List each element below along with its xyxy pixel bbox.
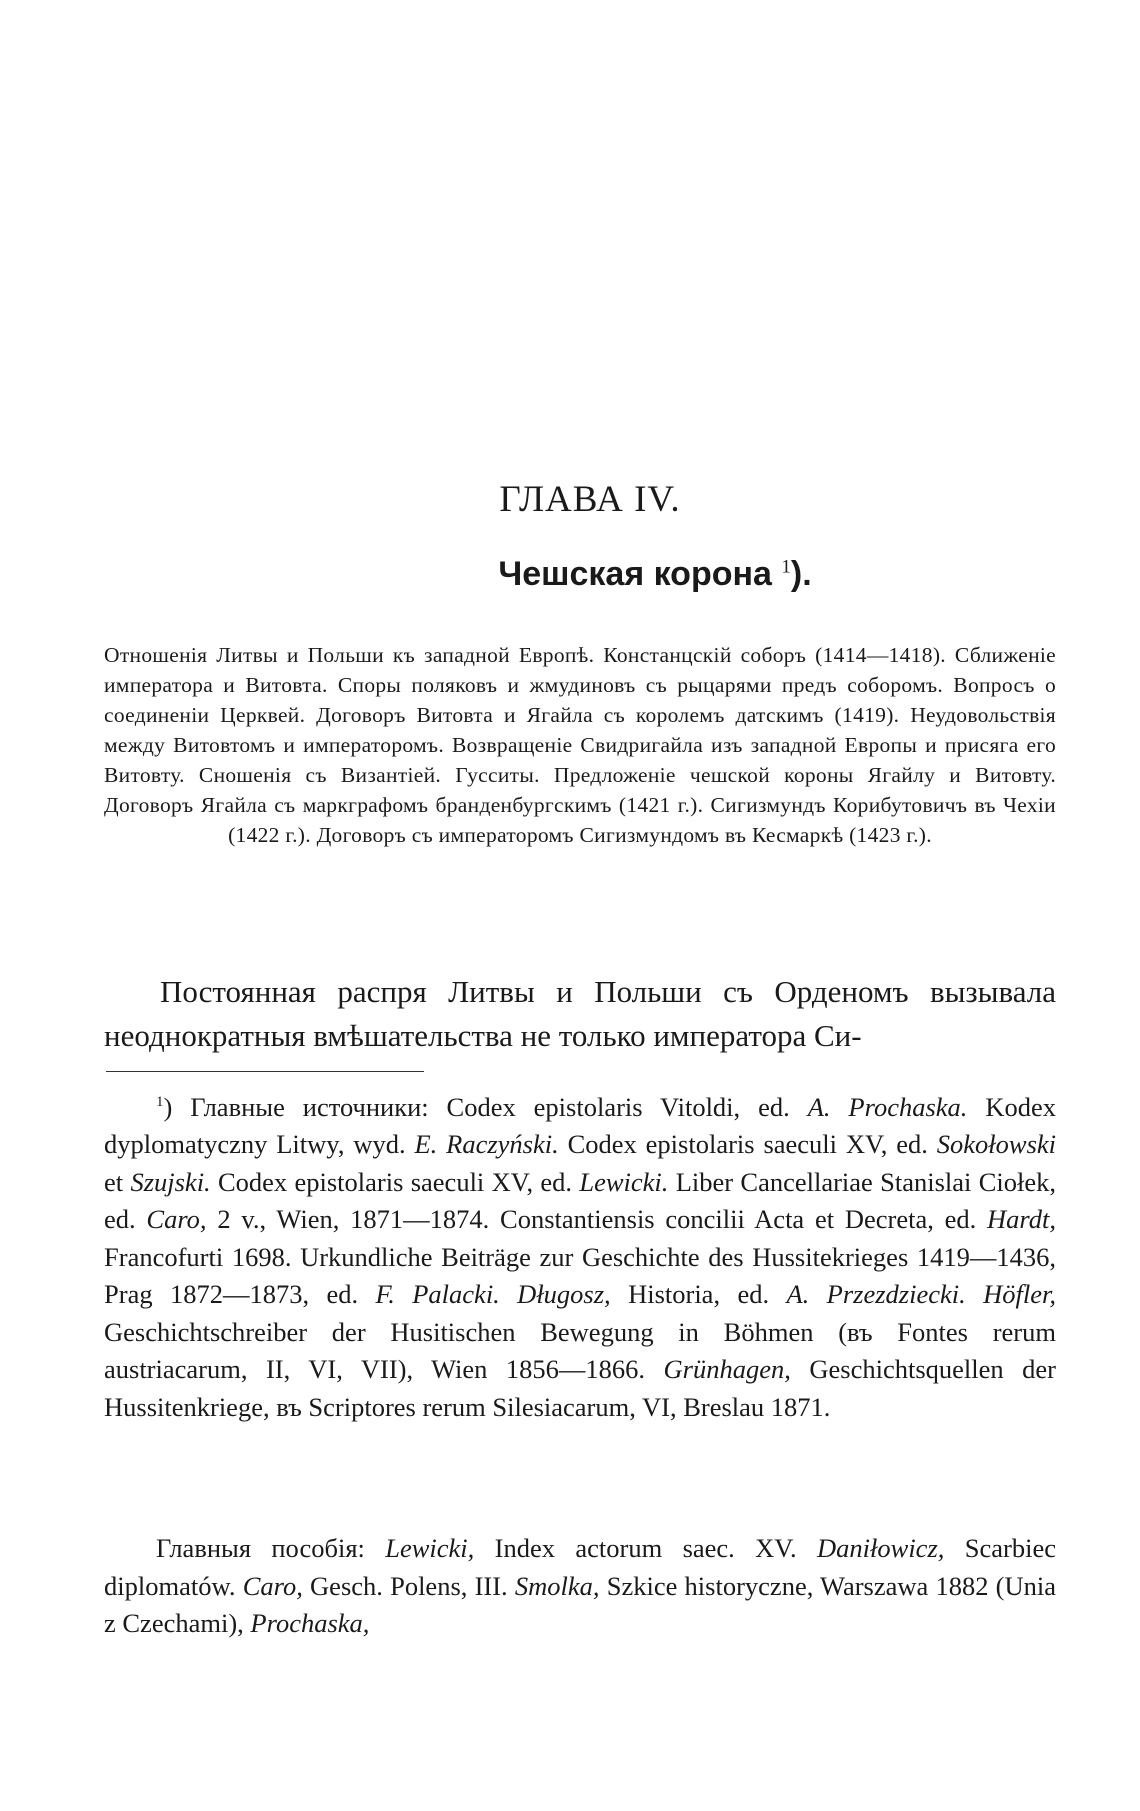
aids-text: Gesch. Polens, III. [302,1570,515,1601]
fn-text: Geschichtschreiber der Husitischen Bewegung in Böhmen (въ Fontes rerum austriacarum, II, VI, VII), Wien 1856—1866. [104,1316,1056,1385]
fn-author: Caro, [146,1204,207,1235]
aids-author: Daniłowicz, [817,1533,945,1563]
fn-text: Kodex dyplomatyczny Litwy, wyd. [104,1091,1057,1160]
section-title [0,555,1140,594]
fn-text: Geschichtsquellen der Hussitenkriege, въ Scriptores rerum Silesiacarum, VI, Breslau 1871. [104,1354,1056,1422]
aids-text: Scarbiec diplomatów. [104,1533,1056,1601]
footnote-sources [104,1084,1056,1426]
aids-author: Lewicki, [385,1533,475,1563]
aids-text: Index actorum saec. XV. [474,1533,818,1563]
fn-author: Szujski. [130,1166,211,1197]
fn-text: Codex epistolaris saeculi XV, ed. [558,1129,937,1160]
aids-author: Caro, [242,1570,303,1601]
fn-author: E. Raczyński. [414,1129,559,1160]
footnote-divider [106,1071,424,1072]
aids-author: Prochaska, [250,1608,370,1638]
chapter-summary: Отношенія Литвы и Польши къ западной Европѣ. Констанцскій соборъ (1414—1418). Сближеніе императора и Витовта. Споры поляковъ и жмудиновъ съ рыцарями предъ соборомъ. Вопросъ о соединеніи Церквей. Договоръ Витовта и Ягайла съ королемъ датскимъ (1419). Неудовольствія между Витовтомъ и императоромъ. Возвращеніе Свидригайла изъ западной Европы и присяга его Витовту. Сношенія съ Византіей. Гусситы. Предложеніе чешской короны Ягайлу и Витовту. Договоръ Ягайла съ маркграфомъ бранденбургскимъ (1421 г.). Сигизмундъ Корибутовичъ въ Чехіи (1422 г.). Договоръ съ императоромъ Сигизмундомъ въ Кесмаркѣ (1423 г.). [104,643,1056,847]
fn-author: F. Palacki. Długosz, [375,1279,611,1310]
fn-author: A. Prochaska. [807,1091,968,1122]
fn-text: Liber Cancellariae Stanislai Ciołek, ed. [104,1166,1056,1235]
chapter-heading: ГЛАВА IV. [499,479,681,520]
footnote-mark: 1 [156,1094,164,1110]
body-paragraph: Постоянная распря Литвы и Польши съ Орденомъ вызывала неоднократныя вмѣшательства не только императора Си- [104,974,1056,1053]
fn-author: Lewicki. [579,1166,669,1197]
fn-author: A. Przezdziecki. Höfler, [786,1279,1056,1310]
fn-text: 2 v., Wien, 1871—1874. Constantiensis concilii Acta et Decreta, ed. [206,1204,988,1235]
footnote-aids [104,1530,1056,1643]
fn-text: et [104,1166,131,1197]
section-title-text: Чешская корона [498,555,772,593]
fn-text: Codex epistolaris saeculi XV, ed. [210,1166,580,1197]
aids-text: Szkice historyczne, Warszawa 1882 (Unia z Czechami), [104,1570,1056,1638]
fn-text: Historia, ed. [610,1279,787,1310]
fn-author: Hardt, [987,1204,1057,1235]
fn-text: Francofurti 1698. Urkundliche Beiträge zur Geschichte des Hussitekrieges 1419—1436, Prag 1872—1873, ed. [104,1241,1056,1310]
aids-text: Главныя пособія: [156,1533,386,1563]
fn-text: ) Главные источники: Codex epistolaris Vitoldi, ed. [163,1091,808,1122]
aids-author: Smolka, [514,1570,600,1601]
section-title-end: ). [790,555,812,593]
fn-author: Grünhagen, [663,1354,791,1385]
fn-author: Sokołowski [936,1129,1057,1160]
section-footnote-mark: 1 [781,556,791,578]
